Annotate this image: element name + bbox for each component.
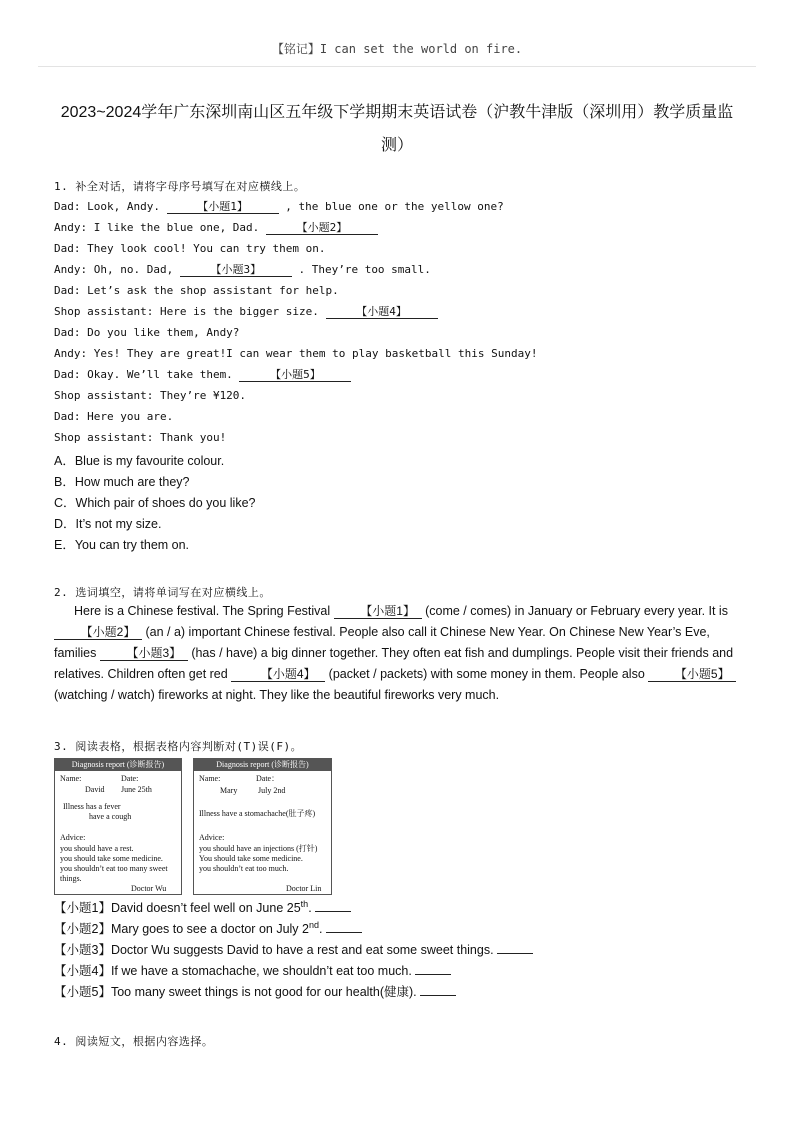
statement-label: 【小题4】 bbox=[54, 964, 111, 978]
tf-statement-1 bbox=[54, 898, 351, 916]
report-advice: you should have an injections (打针) bbox=[199, 844, 318, 853]
answer-blank-1[interactable]: 【小题1】 bbox=[167, 200, 279, 214]
fill-blank-5[interactable]: 【小题5】 bbox=[648, 667, 736, 682]
statement-end: . bbox=[319, 922, 323, 936]
tf-answer-blank-3[interactable] bbox=[497, 943, 533, 954]
passage-text: Here is a Chinese festival. The Spring Festival bbox=[74, 604, 334, 618]
report-illness: have a cough bbox=[89, 812, 132, 821]
report-name-label: Name: bbox=[60, 774, 82, 783]
answer-blank-2[interactable]: 【小题2】 bbox=[266, 221, 378, 235]
statement-label: 【小题2】 bbox=[54, 922, 111, 936]
passage-text: (an / a) important Chinese festival. People also call it Chinese New Year. On Chinese New Year’s Eve, families bbox=[54, 625, 710, 660]
dialog-line: Andy: Yes! They are great!I can wear them to play basketball this Sunday! bbox=[54, 347, 538, 360]
answer-blank-4[interactable]: 【小题4】 bbox=[326, 305, 438, 319]
tf-answer-blank-5[interactable] bbox=[420, 985, 456, 996]
report-advice-label: Advice: bbox=[199, 833, 225, 842]
fill-blank-1[interactable]: 【小题1】 bbox=[334, 604, 422, 619]
statement-label: 【小题5】 bbox=[54, 985, 111, 999]
dialog-line bbox=[54, 368, 351, 382]
dialog-line: Dad: Here you are. bbox=[54, 410, 174, 423]
report-date-label: Date: bbox=[121, 774, 139, 783]
report-advice: things. bbox=[60, 874, 82, 883]
report-patient-name: David bbox=[85, 785, 105, 794]
q2-passage bbox=[54, 601, 742, 706]
statement-end: . bbox=[308, 901, 312, 915]
statement-text: David doesn’t feel well on June 25 bbox=[110, 901, 301, 915]
statement-text: Doctor Wu suggests David to have a rest and eat some sweet things. bbox=[110, 943, 494, 957]
q2-heading: 2. 选词填空，请将单词写在对应横线上。 bbox=[54, 586, 271, 599]
answer-blank-5[interactable]: 【小题5】 bbox=[239, 368, 351, 382]
diagnosis-report-mary bbox=[193, 758, 332, 895]
passage-text: (packet / packets) with some money in them. People also bbox=[325, 667, 649, 681]
q3-heading: 3. 阅读表格，根据表格内容判断对(T)误(F)。 bbox=[54, 740, 303, 753]
statement-text: If we have a stomachache, we shouldn’t eat too much. bbox=[110, 964, 412, 978]
report-illness: Illness have a stomachache(肚子疼) bbox=[199, 809, 316, 818]
ordinal-suffix: nd bbox=[308, 919, 319, 930]
q1-heading: 1. 补全对话，请将字母序号填写在对应横线上。 bbox=[54, 180, 306, 193]
dialog-text: Dad: Look, Andy. bbox=[54, 200, 167, 213]
dialog-text: Shop assistant: Here is the bigger size. bbox=[54, 305, 326, 318]
dialog-line: Dad: They look cool! You can try them on. bbox=[54, 242, 326, 255]
fill-blank-2[interactable]: 【小题2】 bbox=[54, 625, 142, 640]
q4-heading: 4. 阅读短文，根据内容选择。 bbox=[54, 1035, 214, 1048]
exam-title-line-1: 2023~2024学年广东深圳南山区五年级下学期期末英语试卷（沪教牛津版（深圳用）教学质量监 bbox=[60, 104, 734, 121]
option-b: B．How much are they? bbox=[54, 475, 190, 489]
fill-blank-4[interactable]: 【小题4】 bbox=[231, 667, 325, 682]
dialog-text: Andy: I like the blue one, Dad. bbox=[54, 221, 266, 234]
report-date: June 25th bbox=[121, 785, 152, 794]
option-e: E．You can try them on. bbox=[54, 538, 190, 552]
dialog-line bbox=[54, 221, 378, 235]
report-date: July 2nd bbox=[258, 786, 286, 795]
report-advice: you shouldn’t eat too much. bbox=[199, 864, 289, 873]
dialog-text: , the blue one or the yellow one? bbox=[278, 200, 504, 213]
fill-blank-3[interactable]: 【小题3】 bbox=[100, 646, 188, 661]
report-advice: You should take some medicine. bbox=[199, 854, 303, 863]
report-advice: you should take some medicine. bbox=[60, 854, 163, 863]
report-advice: you should have a rest. bbox=[60, 844, 134, 853]
statement-text: Mary goes to see a doctor on July 2 bbox=[110, 922, 309, 936]
dialog-line: Shop assistant: Thank you! bbox=[54, 431, 227, 444]
tf-statement-3 bbox=[54, 940, 533, 958]
tf-statement-4 bbox=[54, 961, 451, 979]
option-a: A．Blue is my favourite colour. bbox=[54, 454, 225, 468]
dialog-line: Shop assistant: They’re ¥120. bbox=[54, 389, 247, 402]
statement-text: Too many sweet things is not good for our health(健康). bbox=[110, 985, 417, 999]
tf-answer-blank-2[interactable] bbox=[326, 922, 362, 933]
dialog-text: Andy: Oh, no. Dad, bbox=[54, 263, 180, 276]
dialog-line: Dad: Let’s ask the shop assistant for help. bbox=[54, 284, 339, 297]
tf-statement-5 bbox=[54, 982, 456, 1000]
diagnosis-report-david bbox=[54, 758, 182, 895]
header-divider bbox=[38, 66, 756, 67]
passage-text: (has / have) a big dinner together. They often eat fish and dumplings. People visit their friends and relatives. Children often get red bbox=[54, 646, 734, 681]
report-title: Diagnosis report (诊断报告) bbox=[55, 759, 181, 771]
report-doctor: Doctor Lin bbox=[286, 884, 322, 893]
passage-text: (watching / watch) fireworks at night. They like the beautiful fireworks very much. bbox=[54, 688, 500, 702]
exam-title bbox=[40, 96, 754, 162]
report-advice: you shouldn’t eat too many sweet bbox=[60, 864, 168, 873]
dialog-line bbox=[54, 200, 504, 214]
page-header-motto: 【铭记】I can set the world on fire. bbox=[271, 42, 523, 56]
dialog-text: . They’re too small. bbox=[291, 263, 431, 276]
report-name-label: Name: bbox=[199, 774, 221, 783]
tf-answer-blank-4[interactable] bbox=[415, 964, 451, 975]
exam-title-line-2: 测） bbox=[380, 137, 413, 154]
passage-text: (come / comes) in January or February every year. It is bbox=[421, 604, 728, 618]
tf-statement-2 bbox=[54, 919, 362, 937]
option-d: D．It’s not my size. bbox=[54, 517, 162, 531]
ordinal-suffix: th bbox=[300, 898, 309, 909]
statement-label: 【小题3】 bbox=[54, 943, 111, 957]
dialog-text: Dad: Okay. We’ll take them. bbox=[54, 368, 240, 381]
option-c: C．Which pair of shoes do you like? bbox=[54, 496, 256, 510]
dialog-line: Dad: Do you like them, Andy? bbox=[54, 326, 240, 339]
report-doctor: Doctor Wu bbox=[131, 884, 167, 893]
dialog-line bbox=[54, 263, 431, 277]
report-title: Diagnosis report (诊断报告) bbox=[194, 759, 331, 771]
report-date-label: Date： bbox=[256, 774, 280, 783]
report-illness: Illness has a fever bbox=[63, 802, 121, 811]
statement-label: 【小题1】 bbox=[54, 901, 111, 915]
report-patient-name: Mary bbox=[220, 786, 238, 795]
dialog-line bbox=[54, 305, 438, 319]
report-advice-label: Advice: bbox=[60, 833, 86, 842]
answer-blank-3[interactable]: 【小题3】 bbox=[180, 263, 292, 277]
tf-answer-blank-1[interactable] bbox=[315, 901, 351, 912]
